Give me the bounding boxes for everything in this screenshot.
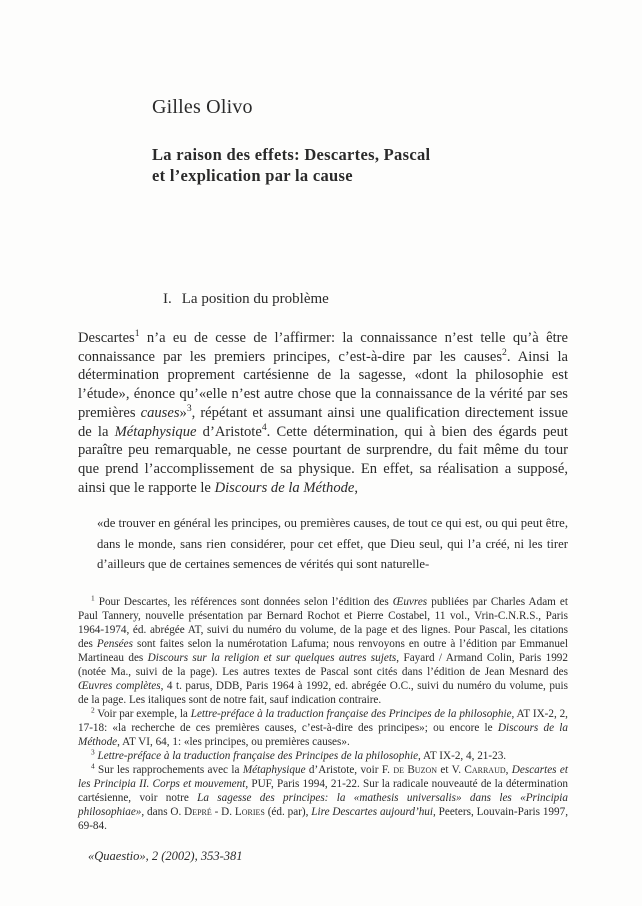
body-paragraph: Descartes$^1$ n’a eu de cesse de l’affirmer: la connaissance n’est telle qu’à être connaissance par les premiers principes, c’est-à-dire par les causes$^2$. Ainsi la détermination proprement cartésienne de la sagesse, «dont la philosophie est l’étude», énonce qu’«elle n’est autre chose que la connaissance de la vérité par ses premières causes»$^3$, répétant et assumant ainsi une qualification directement issue de la Métaphysique d’Aristote$^4$. Cette détermination, qui à bien des égards peut paraître peu remarquable, ne cesse pourtant de surprendre, du fait même du tour que prend l’accomplissement de sa physique. En effet, sa réalisation a supposé, ainsi que le rapporte le Discours de la Méthode, (78, 328, 568, 496)
section-number: I. (163, 291, 172, 307)
author-name: Gilles Olivo (152, 96, 253, 118)
section-heading (163, 291, 329, 308)
journal-footer: «Quaestio», 2 (2002), 353-381 (88, 849, 243, 863)
footnote-4: $^4$ Sur les rapprochements avec la Métaphysique d’Aristote, voir F. de Buzon et V. Carraud, Descartes et les Principia II. Corps et mouvement, PUF, Paris 1994, 21-22. Sur la radicale nouveauté de la détermination cartésienne, voir notre La sagesse des principes: la «mathesis universalis» dans les «Principia philosophiae», dans O. Depré - D. Lories (éd. par), Lire Descartes aujourd’hui, Peeters, Louvain-Paris 1997, 69-84. (78, 761, 569, 832)
article-title-line-2: et l’explication par la cause (152, 166, 353, 185)
section-title: La position du problème (181, 291, 329, 307)
footnotes-section (78, 595, 568, 833)
block-quote: «de trouver en général les principes, ou premières causes, de tout ce qui est, ou qui peut être, dans le monde, sans rien considérer, pour cet effet, que Dieu seul, qui l’a créé, ni les tirer d’ailleurs que de certaines semences de vérités qui sont naturelle- (97, 516, 568, 571)
footnote-3: $^3$ Lettre-préface à la traduction française des Principes de la philosophie, AT IX-2, 4, 21-23. (91, 747, 507, 762)
footnote-2: $^2$ Voir par exemple, la Lettre-préface à la traduction française des Principes de la philosophie, AT IX-2, 2, 17-18: «la recherche de ces premières causes, c’est-à-dire des principes»; ou encore le Discours de la Méthode, AT VI, 64, 1: «les principes, ou premières causes». (78, 705, 568, 748)
footnote-1: $^1$ Pour Descartes, les références sont données selon l’édition des Œuvres publiées par Charles Adam et Paul Tannery, nouvelle présentation par Bernard Rochot et Pierre Costabel, 11 vol., Vrin-C.N.R.S., Paris 1964-1974, éd. abrégée AT, suivi du numéro du volume, de la page et des lignes. Pour Pascal, les citations des Pensées sont faites selon la numérotation Lafuma; nous renvoyons en outre à l’édition par Emmanuel Martineau des Discours sur la religion et sur quelques autres sujets, Fayard / Armand Colin, Paris 1992 (notée Ma., suivi de la page). Les autres textes de Pascal sont cités dans l’édition de Jean Mesnard des Œuvres complètes, 4 t. parus, DDB, Paris 1964 à 1992, ed. abrégée O.C., suivi du numéro du volume, puis de la page. Les italiques sont de notre fait, sauf indication contraire. (78, 593, 568, 706)
article-title (152, 144, 430, 186)
article-title-line-1: La raison des effets: Descartes, Pascal (152, 145, 431, 164)
